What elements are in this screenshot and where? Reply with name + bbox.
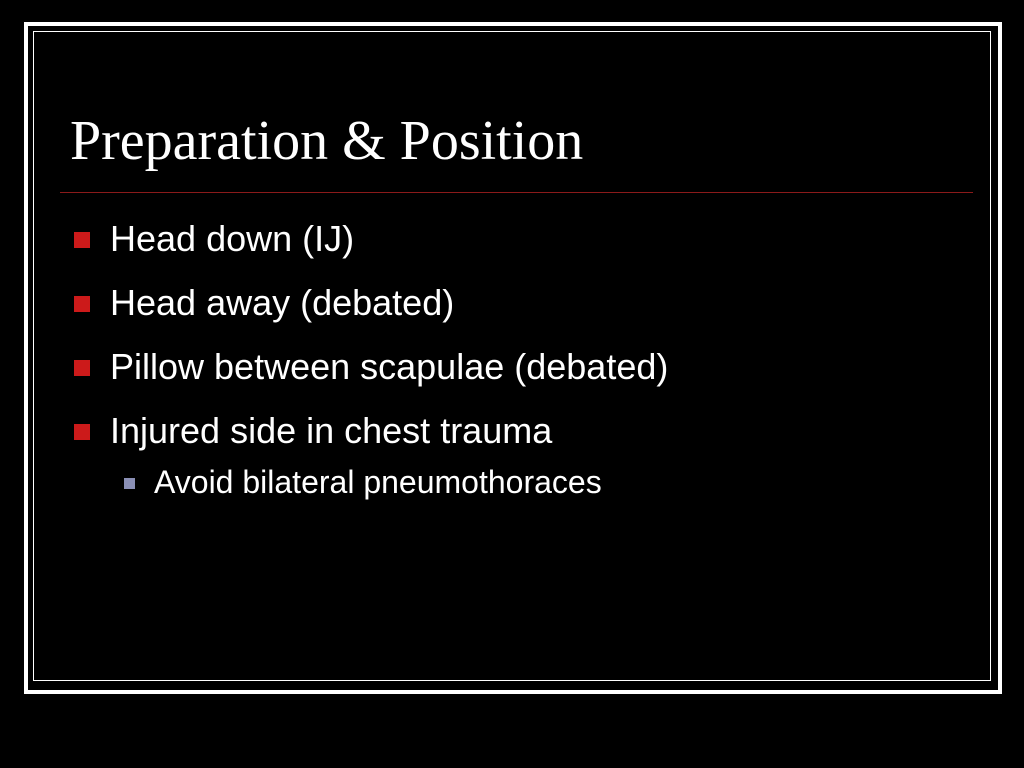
square-bullet-icon (74, 360, 90, 376)
slide-title: Preparation & Position (70, 110, 584, 172)
bullet-item (70, 278, 668, 342)
small-square-bullet-icon (124, 478, 135, 489)
bullet-item (70, 406, 668, 470)
title-underline (60, 192, 973, 193)
sub-bullet-text: Avoid bilateral pneumothoraces (154, 464, 602, 500)
bullet-item (70, 214, 668, 278)
bullet-list (70, 214, 668, 502)
bullet-text: Injured side in chest trauma (110, 410, 553, 451)
square-bullet-icon (74, 296, 90, 312)
bullet-item (70, 342, 668, 406)
bullet-text: Pillow between scapulae (debated) (110, 346, 669, 387)
square-bullet-icon (74, 424, 90, 440)
square-bullet-icon (74, 232, 90, 248)
bullet-text: Head away (debated) (110, 282, 455, 323)
sub-bullet-item (70, 462, 668, 502)
bullet-text: Head down (IJ) (110, 218, 355, 259)
